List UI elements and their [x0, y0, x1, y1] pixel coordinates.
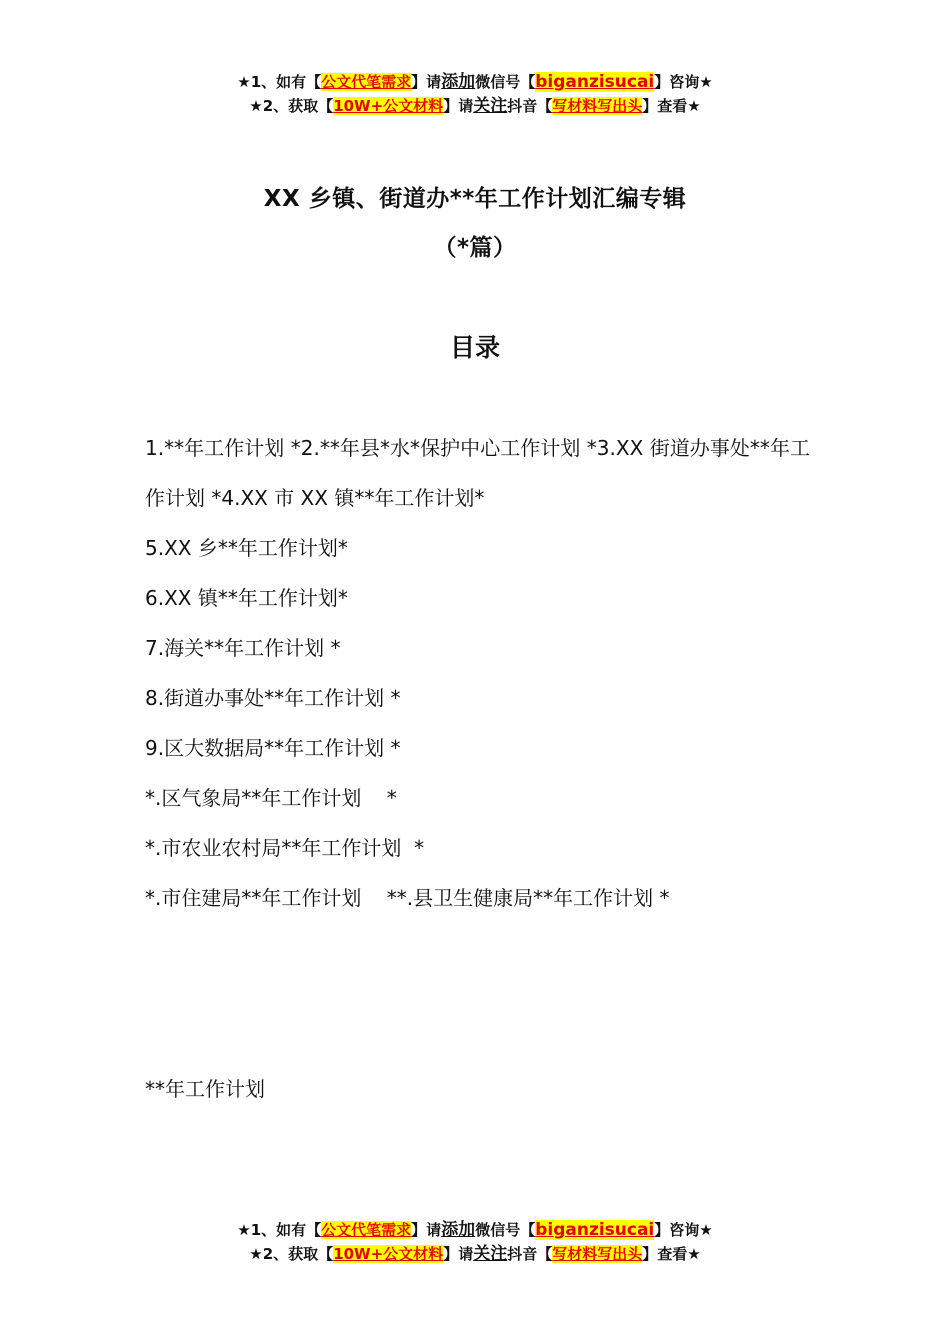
banner-line-1 [0, 70, 950, 94]
banner-text: ★2、获取【 [249, 97, 334, 115]
toc-paragraph: 1.**年工作计划 *2.**年县*水*保护中心工作计划 *3.XX 街道办事处**年工作计划 *4.XX 市 XX 镇**年工作计划* [145, 436, 810, 510]
banner-emphasis: 关注 [473, 1244, 508, 1264]
toc-item: *.区气象局**年工作计划 * [145, 786, 397, 810]
toc-item: *.市农业农村局**年工作计划 * [145, 836, 425, 860]
table-of-contents [145, 423, 810, 923]
banner-highlight: 写材料写出头 [552, 97, 643, 115]
toc-heading: 目录 [449, 333, 500, 362]
banner-text: 】咨询★ [654, 73, 713, 91]
banner-emphasis: 关注 [473, 96, 508, 116]
banner-text: 微信号【 [475, 73, 536, 91]
banner-highlight: 公文代笔需求 [321, 1221, 412, 1239]
top-banner [0, 70, 950, 118]
banner-text: 】查看★ [642, 97, 701, 115]
banner-line-2 [0, 1242, 950, 1266]
banner-highlight: 写材料写出头 [552, 1245, 643, 1263]
banner-text: 】请 [411, 1221, 442, 1239]
banner-highlight: 公文代笔需求 [321, 73, 412, 91]
banner-text: 】请 [443, 97, 474, 115]
banner-highlight: 10W+公文材料 [333, 1245, 444, 1263]
banner-text: ★2、获取【 [249, 1245, 334, 1263]
banner-line-2 [0, 94, 950, 118]
banner-highlight: 10W+公文材料 [333, 97, 444, 115]
banner-text: ★1、如有【 [237, 73, 322, 91]
banner-text: 】咨询★ [654, 1221, 713, 1239]
banner-text: 】请 [443, 1245, 474, 1263]
banner-wechat-id: biganzisucai [535, 1220, 655, 1240]
toc-item: 8.街道办事处**年工作计划 * [145, 686, 401, 710]
toc-item: 5.XX 乡**年工作计划* [145, 536, 348, 560]
section-heading: **年工作计划 [145, 1077, 265, 1101]
banner-text: 微信号【 [475, 1221, 536, 1239]
bottom-banner [0, 1218, 950, 1266]
document-subtitle: （*篇） [433, 235, 517, 261]
banner-emphasis: 添加 [441, 1220, 476, 1240]
banner-text: 抖音【 [507, 1245, 553, 1263]
banner-wechat-id: biganzisucai [535, 72, 655, 92]
toc-item: 7.海关**年工作计划 * [145, 636, 341, 660]
banner-line-1 [0, 1218, 950, 1242]
banner-text: 】请 [411, 73, 442, 91]
banner-text: 抖音【 [507, 97, 553, 115]
document-title: XX 乡镇、街道办**年工作计划汇编专辑 [263, 186, 687, 212]
toc-item: 6.XX 镇**年工作计划* [145, 586, 348, 610]
toc-item: 9.区大数据局**年工作计划 * [145, 736, 401, 760]
banner-text: ★1、如有【 [237, 1221, 322, 1239]
banner-emphasis: 添加 [441, 72, 476, 92]
toc-item: *.市住建局**年工作计划 **.县卫生健康局**年工作计划 * [145, 886, 670, 910]
banner-text: 】查看★ [642, 1245, 701, 1263]
